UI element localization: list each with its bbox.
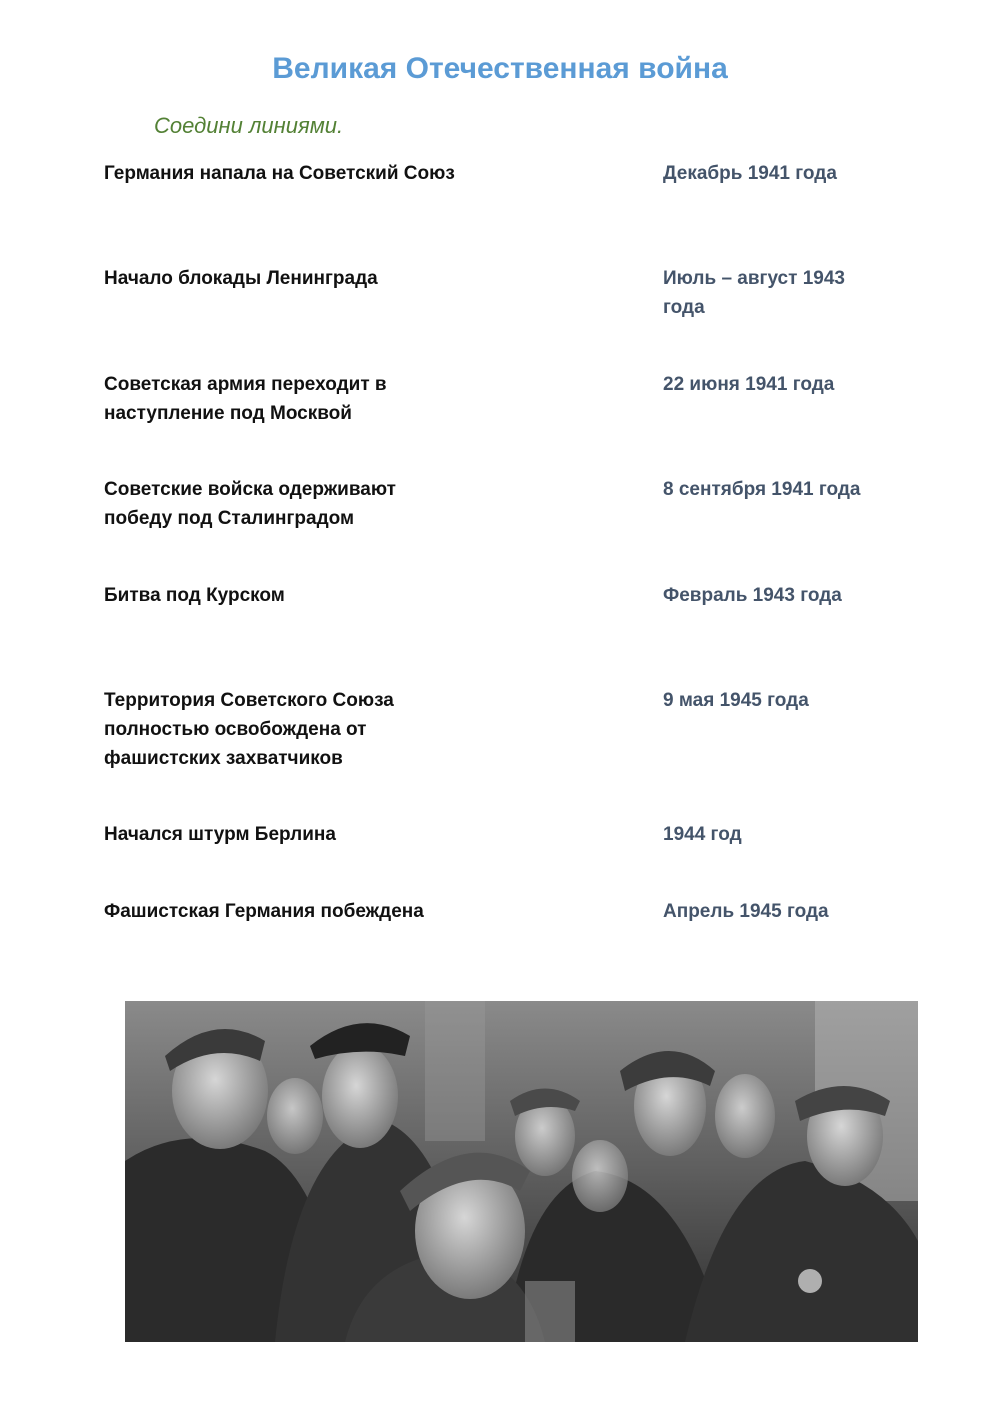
event-item[interactable]: Начался штурм Берлина — [104, 824, 336, 845]
date-item[interactable]: 1944 год — [663, 824, 742, 845]
event-item[interactable]: Битва под Курском — [104, 585, 285, 606]
date-item[interactable]: Февраль 1943 года — [663, 585, 842, 606]
event-item[interactable]: Советская армия переходит в наступление под Москвой — [104, 374, 387, 424]
date-item[interactable]: 9 мая 1945 года — [663, 690, 809, 711]
soldiers-photo — [125, 1001, 918, 1342]
date-item[interactable]: 22 июня 1941 года — [663, 374, 835, 395]
date-item[interactable]: Апрель 1945 года — [663, 901, 829, 922]
page-title: Великая Отечественная война — [272, 52, 728, 85]
date-item[interactable]: 8 сентября 1941 года — [663, 479, 861, 500]
event-item[interactable]: Советские войска одерживают победу под Сталинградом — [104, 479, 396, 529]
instruction-text: Соедини линиями. — [154, 113, 344, 138]
date-item[interactable]: Декабрь 1941 года — [663, 163, 837, 184]
date-item[interactable]: Июль – август 1943 года — [663, 268, 845, 318]
event-item[interactable]: Фашистская Германия побеждена — [104, 901, 424, 922]
event-item[interactable]: Начало блокады Ленинграда — [104, 268, 378, 289]
event-item[interactable]: Германия напала на Советский Союз — [104, 163, 455, 184]
event-item[interactable]: Территория Советского Союза полностью освобождена от фашистских захватчиков — [104, 690, 394, 769]
